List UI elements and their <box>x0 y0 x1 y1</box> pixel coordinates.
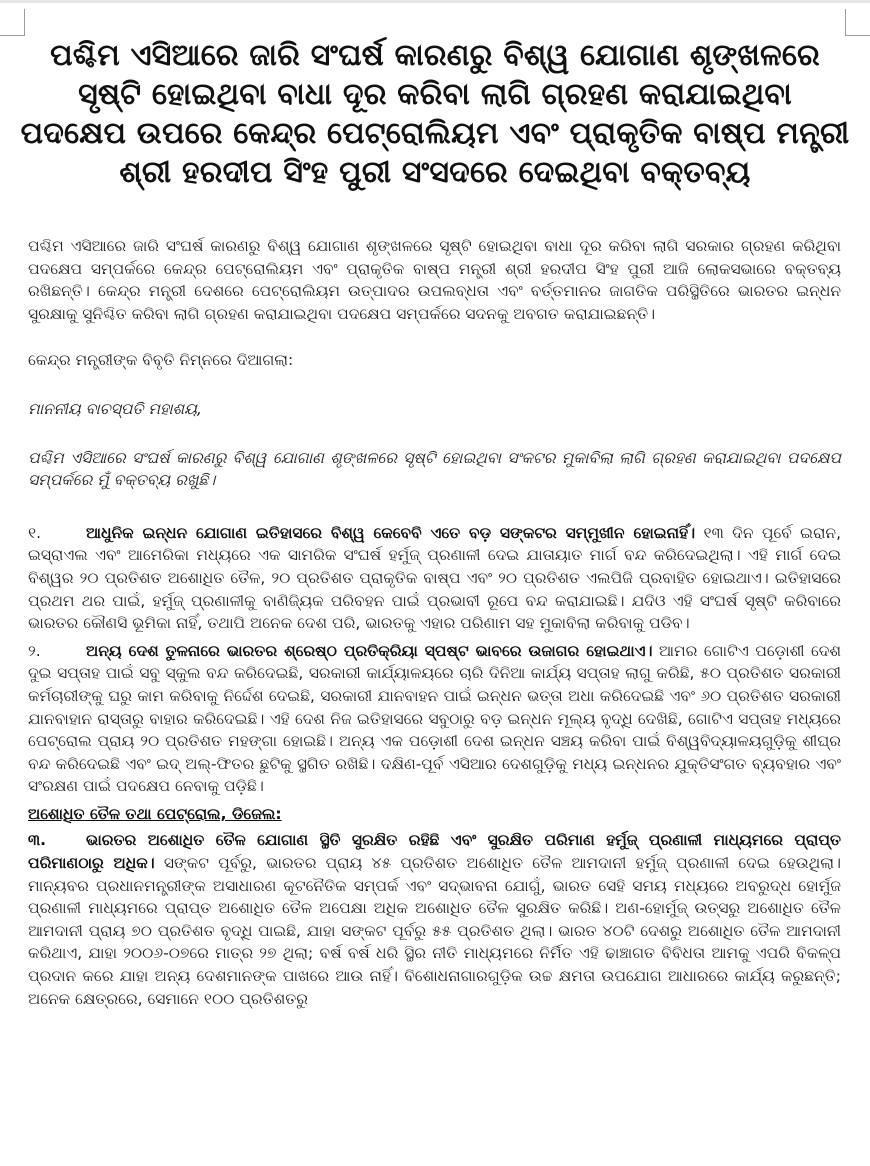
point-headline: ଆଧୁନିକ ଇନ୍ଧନ ଯୋଗାଣ ଇତିହାସରେ ବିଶ୍ୱ କେବେବି ଏତେ ବଡ଼ ସଙ୍କଟର ସମ୍ମୁଖୀନ ହୋଇନାହିଁ। <box>86 523 696 542</box>
opening-paragraph: ପଶ୍ଚିମ ଏସିଆରେ ସଂଘର୍ଷ କାରଣରୁ ବିଶ୍ୱ ଯୋଗାଣ ଶୃଙ୍ଖଳରେ ସୃଷ୍ଟି ହୋଇଥିବା ସଂକଟର ମୁକାବିଲା ଲାଗି ଗ୍ରହଣ କରାଯାଇଥିବା ପଦକ୍ଷେପ ସମ୍ପର୍କରେ ମୁଁ ବକ୍ତବ୍ୟ ରଖୁଛି। <box>28 448 841 490</box>
point-text: ଆମର ଗୋଟିଏ ପଡ଼ୋଶୀ ଦେଶ ଦୁଇ ସପ୍ତାହ ପାଇଁ ସବୁ ସ୍କୁଲ ବନ୍ଦ କରିଦେଇଛି, ସରକାରୀ କାର୍ଯ୍ୟାଳୟରେ ଚାରି ଦିନିଆ କାର୍ଯ୍ୟ ସପ୍ତାହ ଲାଗୁ କରିଛି, ୫୦ ପ୍ରତିଶତ ସରକାରୀ କର୍ମଚାରୀଙ୍କୁ ଘରୁ କାମ କରିବାକୁ ନିର୍ଦ୍ଦେଶ ଦେଇଛି, ସରକାରୀ ଯାନବାହନ ପାଇଁ ଇନ୍ଧନ ଭତ୍ତା ଅଧା କରିଦେଇଛି ଏବଂ ୬୦ ପ୍ରତିଶତ ସରକାରୀ ଯାନବାହାନ ରାସ୍ତାରୁ ବାହାର କରିଦେଇଛି। ଏହି ଦେଶ ନିଜ ଇତିହାସରେ ସବୁଠାରୁ ବଡ଼ ଇନ୍ଧନ ମୂଲ୍ୟ ବୃଦ୍ଧି ଦେଖିଛି, ଗୋଟିଏ ସପ୍ତାହ ମଧ୍ୟରେ ପେଟ୍ରୋଲ ପ୍ରାୟ ୨୦ ପ୍ରତିଶତ ମହଙ୍ଗା ହୋଇଛି। ଅନ୍ୟ ଏକ ପଡ଼ୋଶୀ ଦେଶ ଇନ୍ଧନ ସଞ୍ଚୟ କରିବା ପାଇଁ ବିଶ୍ୱବିଦ୍ୟାଳୟଗୁଡ଼ିକୁ ଶୀଘ୍ର ବନ୍ଦ କରିଦେଇଛି ଏବଂ ଇଦ୍ ଅଲ୍-ଫିତର ଛୁଟିକୁ ସ୍ଥଗିତ ରଖିଛି। ଦକ୍ଷିଣ-ପୂର୍ବ ଏସିଆର ଦେଶଗୁଡ଼ିକୁ ମଧ୍ୟ ଇନ୍ଧନର ଯୁକ୍ତିସଂଗତ ବ୍ୟବହାର ଏବଂ ସଂରକ୍ଷଣ ପାଇଁ ପଦକ୍ଷେପ ନେବାକୁ ପଡ଼ିଛି। <box>28 641 841 796</box>
page-corner-mark-left <box>0 9 25 36</box>
page-top-edge <box>0 0 870 3</box>
page-corner-mark-right <box>845 9 870 36</box>
point-headline: ଭାରତର ଅଶୋଧିତ ତୈଳ ଯୋଗାଣ ସ୍ଥିତି ସୁରକ୍ଷିତ ରହିଛି ଏବଂ ସୁରକ୍ଷିତ ପରିମାଣ ହର୍ମୁଜ୍ ପ୍ରଣାଳୀ ମାଧ୍ୟମରେ ପ୍ରାପ୍ତ ପରିମାଣଠାରୁ ଅଧିକ। <box>28 831 841 873</box>
document-body <box>28 235 841 1015</box>
point-1 <box>28 522 841 635</box>
point-number: ୩. <box>28 831 47 850</box>
statement-lead: କେନ୍ଦ୍ର ମନ୍ତ୍ରୀଙ୍କ ବିବୃତି ନିମ୍ନରେ ଦିଆଗଲା: <box>28 351 294 370</box>
title-line: ପଶ୍ଚିମ ଏସିଆରେ ଜାରି ସଂଘର୍ଷ କାରଣରୁ ବିଶ୍ୱ ଯୋଗାଣ ଶୃଙ୍ଖଳରେ <box>50 38 820 73</box>
point-2 <box>28 640 841 798</box>
salutation: ମାନନୀୟ ବାଚସ୍ପତି ମହାଶୟ, <box>28 399 202 418</box>
point-3 <box>28 829 841 1010</box>
title-line: ପଦକ୍ଷେପ ଉପରେ କେନ୍ଦ୍ର ପେଟ୍ରୋଲିୟମ ଏବଂ ପ୍ରାକୃତିକ ବାଷ୍ପ ମନ୍ତ୍ରୀ <box>20 116 850 151</box>
intro-paragraph: ପଶ୍ଚିମ ଏସିଆରେ ଜାରି ସଂଘର୍ଷ କାରଣରୁ ବିଶ୍ୱ ଯୋଗାଣ ଶୃଙ୍ଖଳରେ ସୃଷ୍ଟି ହୋଇଥିବା ବାଧା ଦୂର କରିବା ଲାଗି ସରକାର ଗ୍ରହଣ କରିଥିବା ପଦକ୍ଷେପ ସମ୍ପର୍କରେ କେନ୍ଦ୍ର ପେଟ୍ରୋଲିୟମ ଏବଂ ପ୍ରାକୃତିକ ବାଷ୍ପ ମନ୍ତ୍ରୀ ଶ୍ରୀ ହରଦୀପ ସିଂହ ପୁରୀ ଆଜି ଲୋକସଭାରେ ବକ୍ତବ୍ୟ ରଖିଛନ୍ତି। କେନ୍ଦ୍ର ମନ୍ତ୍ରୀ ଦେଶରେ ପେଟ୍ରୋଲିୟମ ଉତ୍ପାଦର ଉପଲବ୍ଧତା ଏବଂ ବର୍ତ୍ତମାନର ଜାଗତିକ ପରିସ୍ଥିତିରେ ଭାରତର ଇନ୍ଧନ ସୁରକ୍ଷାକୁ ସୁନିଶ୍ଚିତ କରିବା ଲାଗି ଗ୍ରହଣ କରାଯାଇଥିବା ପଦକ୍ଷେପ ସମ୍ପର୍କରେ ସଦନକୁ ଅବଗତ କରାଯାଇଛନ୍ତି। <box>28 237 841 323</box>
point-text: ସଙ୍କଟ ପୂର୍ବରୁ, ଭାରତର ପ୍ରାୟ ୪୫ ପ୍ରତିଶତ ଅଶୋଧିତ ତୈଳ ଆମଦାନୀ ହର୍ମୁଜ୍ ପ୍ରଣାଳୀ ଦେଇ ହେଉଥିଲା। ମାନ୍ୟବର ପ୍ରଧାନମନ୍ତ୍ରୀଙ୍କ ଅସାଧାରଣ କୂଟନୈତିକ ସମ୍ପର୍କ ଏବଂ ସଦ୍ଭାବନା ଯୋଗୁଁ, ଭାରତ ସେହି ସମୟ ମଧ୍ୟରେ ଅବରୁଦ୍ଧ ହୋର୍ମୁଜ ପ୍ରଣାଳୀ ମାଧ୍ୟମରେ ପ୍ରାପ୍ତ ଅଶୋଧିତ ତୈଳ ଅପେକ୍ଷା ଅଧିକ ଅଶୋଧିତ ତୈଳ ସୁରକ୍ଷିତ କରିଛି। ଅଣ-ହୋର୍ମୁଜ୍ ଉତ୍ସରୁ ଅଶୋଧିତ ତୈଳ ଆମଦାନୀ ପ୍ରାୟ ୭୦ ପ୍ରତିଶତ ବୃଦ୍ଧି ପାଇଛି, ଯାହା ସଙ୍କଟ ପୂର୍ବରୁ ୫୫ ପ୍ରତିଶତ ଥିଲା। ଭାରତ ୪୦ଟି ଦେଶରୁ ଅଶୋଧିତ ତୈଳ ଆମଦାନୀ କରିଥାଏ, ଯାହା ୨୦୦୬-୦୭ରେ ମାତ୍ର ୨୭ ଥିଲା; ବର୍ଷ ବର୍ଷ ଧରି ସ୍ଥିର ନୀତି ମାଧ୍ୟମରେ ନିର୍ମିତ ଏହି ଢାଞ୍ଚାଗତ ବିବିଧତା ଆମକୁ ଏପରି ବିକଳ୍ପ ପ୍ରଦାନ କରେ ଯାହା ଅନ୍ୟ ଦେଶମାନଙ୍କ ପାଖରେ ଆଉ ନାହିଁ। ବିଶୋଧନାଗାରଗୁଡ଼ିକ ଉଚ୍ଚ କ୍ଷମତା ଉପଯୋଗ ଆଧାରରେ କାର୍ଯ୍ୟ କରୁଛନ୍ତି; ଅନେକ କ୍ଷେତ୍ରରେ, ସେମାନେ ୧୦୦ ପ୍ରତିଶତରୁ <box>28 854 841 1008</box>
point-number: ୧. <box>28 523 42 542</box>
point-number: ୨. <box>28 641 41 660</box>
title-line: ଶ୍ରୀ ହରଦୀପ ସିଂହ ପୁରୀ ସଂସଦରେ ଦେଇଥିବା ବକ୍ତବ୍ୟ <box>119 155 751 190</box>
section-heading: ଅଶୋଧିତ ତୈଳ ତଥା ପେଟ୍ରୋଲ, ଡିଜେଲ: <box>28 804 282 823</box>
point-text: ୧୩ ଦିନ ପୂର୍ବେ ଇରାନ, ଇସ୍ରାଏଲ ଏବଂ ଆମେରିକା ମଧ୍ୟରେ ଏକ ସାମରିକ ସଂଘର୍ଷ ହର୍ମୁଜ୍ ପ୍ରଣାଳୀ ଦେଇ ଯାତାୟାତ ମାର୍ଗ ବନ୍ଦ କରିଦେଇଥିଲା। ଏହି ମାର୍ଗ ଦେଇ ବିଶ୍ୱର ୨୦ ପ୍ରତିଶତ ଅଶୋଧିତ ତୈଳ, ୨୦ ପ୍ରତିଶତ ପ୍ରାକୃତିକ ବାଷ୍ପ ଏବଂ ୨୦ ପ୍ରତିଶତ ଏଲପିଜି ପ୍ରବାହିତ ହୋଇଥାଏ। ଇତିହାସରେ ପ୍ରଥମ ଥର ପାଇଁ, ହର୍ମୁଜ୍ ପ୍ରଣାଳୀକୁ ବାଣିଜ୍ୟିକ ପରିବହନ ପାଇଁ ପ୍ରଭାବୀ ରୂପେ ବନ୍ଦ କରାଯାଇଛି। ଯଦିଓ ଏହି ସଂଘର୍ଷ ସୃଷ୍ଟି କରିବାରେ ଭାରତର କୌଣସି ଭୂମିକା ନାହିଁ, ତଥାପି ଅନେକ ଦେଶ ପରି, ଭାରତକୁ ଏହାର ପରିଣାମ ସହ ମୁକାବିଲା କରିବାକୁ ପଡିବ। <box>28 523 841 633</box>
point-headline: ଅନ୍ୟ ଦେଶ ତୁଳନାରେ ଭାରତର ଶ୍ରେଷ୍ଠ ପ୍ରତିକ୍ରିୟା ସ୍ପଷ୍ଟ ଭାବରେ ଉଜାଗର ହୋଇଥାଏ। <box>86 641 653 660</box>
document-title <box>20 36 850 192</box>
title-line: ସୃଷ୍ଟି ହୋଇଥିବା ବାଧା ଦୂର କରିବା ଲାଗି ଗ୍ରହଣ କରାଯାଇଥିବା <box>78 77 792 112</box>
